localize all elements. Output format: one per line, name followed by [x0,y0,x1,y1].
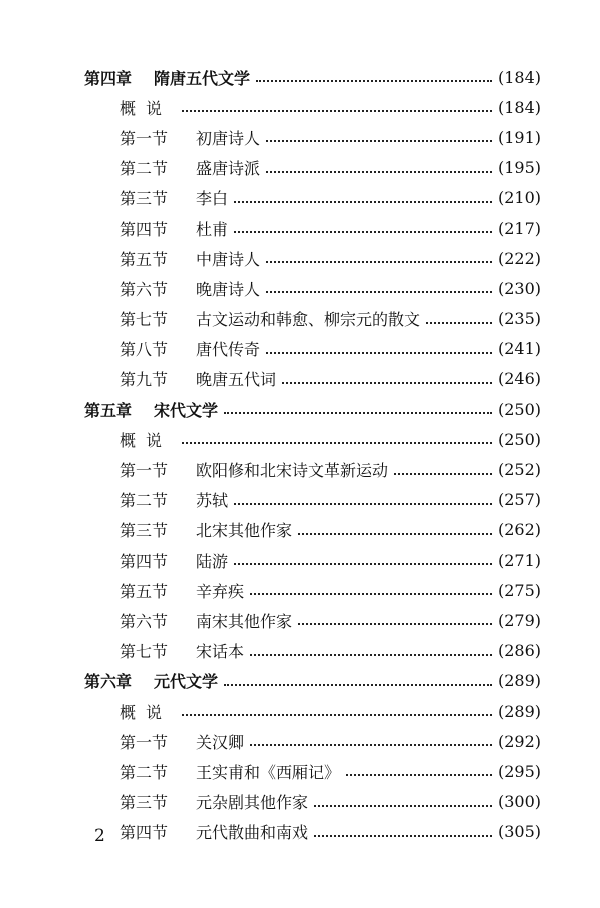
entry-number: 第六节 [120,611,169,631]
leader-dots [266,352,492,354]
entry-number: 第六节 [120,279,169,299]
entry-title: 隋唐五代文学 [154,68,251,88]
entry-page-number: (279) [498,610,542,630]
leader-dots [182,442,492,444]
toc-chapter-entry [0,62,600,92]
entry-page-number: (262) [498,520,542,540]
entry-title: 盛唐诗派 [196,159,261,179]
leader-dots [282,382,492,384]
leader-dots [346,774,492,776]
leader-dots [182,110,492,112]
entry-page-number: (217) [498,218,542,238]
table-of-contents [0,62,600,847]
entry-number: 第四节 [120,219,169,239]
toc-section-entry [0,334,600,364]
toc-section-entry [0,304,600,334]
entry-title: 苏轼 [196,491,229,511]
entry-title: 南宋其他作家 [196,611,293,631]
entry-title: 晚唐五代词 [196,370,277,390]
entry-number: 第一节 [120,732,169,752]
toc-section-entry [0,153,600,183]
entry-number: 第九节 [120,370,169,390]
entry-number: 概说 [120,702,173,722]
leader-dots [234,201,492,203]
entry-title: 初唐诗人 [196,128,261,148]
entry-page-number: (300) [498,792,542,812]
toc-overview-entry [0,424,600,454]
leader-dots [298,623,492,625]
leader-dots [266,171,492,173]
entry-page-number: (235) [498,309,542,329]
toc-overview-entry [0,696,600,726]
leader-dots [256,80,492,82]
leader-dots [234,503,492,505]
leader-dots [250,744,492,746]
leader-dots [234,231,492,233]
entry-number: 第二节 [120,491,169,511]
entry-number: 第三节 [120,521,169,541]
leader-dots [182,714,492,716]
entry-page-number: (184) [498,97,542,117]
toc-section-entry [0,726,600,756]
leader-dots [250,593,492,595]
entry-page-number: (210) [498,188,542,208]
entry-title: 北宋其他作家 [196,521,293,541]
leader-dots [234,563,492,565]
entry-title: 关汉卿 [196,732,245,752]
entry-title: 中唐诗人 [196,249,261,269]
leader-dots [250,654,492,656]
leader-dots [314,835,492,837]
entry-number: 第三节 [120,189,169,209]
toc-section-entry [0,364,600,394]
entry-page-number: (275) [498,580,542,600]
toc-section-entry [0,183,600,213]
entry-title: 元代文学 [154,672,219,692]
entry-page-number: (191) [498,127,542,147]
entry-number: 第四节 [120,551,169,571]
leader-dots [266,140,492,142]
entry-page-number: (295) [498,761,542,781]
entry-number: 第五章 [84,400,133,420]
entry-number: 第六章 [84,672,133,692]
toc-section-entry [0,545,600,575]
entry-title: 宋代文学 [154,400,219,420]
entry-number: 第五节 [120,249,169,269]
toc-chapter-entry [0,666,600,696]
toc-section-entry [0,454,600,484]
entry-title: 陆游 [196,551,229,571]
entry-page-number: (246) [498,369,542,389]
entry-page-number: (222) [498,248,542,268]
toc-section-entry [0,636,600,666]
leader-dots [426,322,492,324]
entry-title: 元代散曲和南戏 [196,823,309,843]
toc-section-entry [0,243,600,273]
leader-dots [298,533,492,535]
entry-page-number: (289) [498,671,542,691]
entry-number: 第七节 [120,642,169,662]
toc-section-entry [0,485,600,515]
entry-page-number: (250) [498,429,542,449]
leader-dots [266,291,492,293]
toc-section-entry [0,756,600,786]
entry-number: 第八节 [120,340,169,360]
entry-page-number: (252) [498,460,542,480]
leader-dots [314,805,492,807]
entry-page-number: (241) [498,339,542,359]
toc-section-entry [0,515,600,545]
entry-title: 宋话本 [196,642,245,662]
entry-number: 第三节 [120,793,169,813]
entry-number: 第五节 [120,581,169,601]
entry-number: 第四节 [120,823,169,843]
entry-page-number: (230) [498,278,542,298]
entry-page-number: (184) [498,67,542,87]
entry-page-number: (257) [498,490,542,510]
entry-title: 李白 [196,189,229,209]
entry-title: 古文运动和韩愈、柳宗元的散文 [196,310,421,330]
entry-title: 唐代传奇 [196,340,261,360]
toc-section-entry [0,605,600,635]
entry-title: 王实甫和《西厢记》 [196,762,341,782]
entry-number: 第二节 [120,762,169,782]
page-number: 2 [94,826,105,846]
entry-number: 第二节 [120,159,169,179]
entry-page-number: (286) [498,641,542,661]
entry-title: 辛弃疾 [196,581,245,601]
entry-page-number: (271) [498,550,542,570]
leader-dots [394,473,492,475]
toc-section-entry [0,787,600,817]
toc-section-entry [0,575,600,605]
entry-number: 概说 [120,430,173,450]
entry-page-number: (195) [498,158,542,178]
entry-title: 晚唐诗人 [196,279,261,299]
entry-number: 第一节 [120,128,169,148]
entry-page-number: (305) [498,822,542,842]
entry-number: 第四章 [84,68,133,88]
toc-chapter-entry [0,394,600,424]
entry-number: 第一节 [120,461,169,481]
leader-dots [224,684,492,686]
entry-title: 杜甫 [196,219,229,239]
toc-section-entry [0,817,600,847]
entry-title: 元杂剧其他作家 [196,793,309,813]
entry-page-number: (289) [498,701,542,721]
toc-section-entry [0,213,600,243]
leader-dots [266,261,492,263]
toc-section-entry [0,273,600,303]
entry-page-number: (292) [498,731,542,751]
toc-section-entry [0,122,600,152]
entry-page-number: (250) [498,399,542,419]
entry-title: 欧阳修和北宋诗文革新运动 [196,461,389,481]
entry-number: 概说 [120,98,173,118]
leader-dots [224,412,492,414]
toc-overview-entry [0,92,600,122]
entry-number: 第七节 [120,310,169,330]
